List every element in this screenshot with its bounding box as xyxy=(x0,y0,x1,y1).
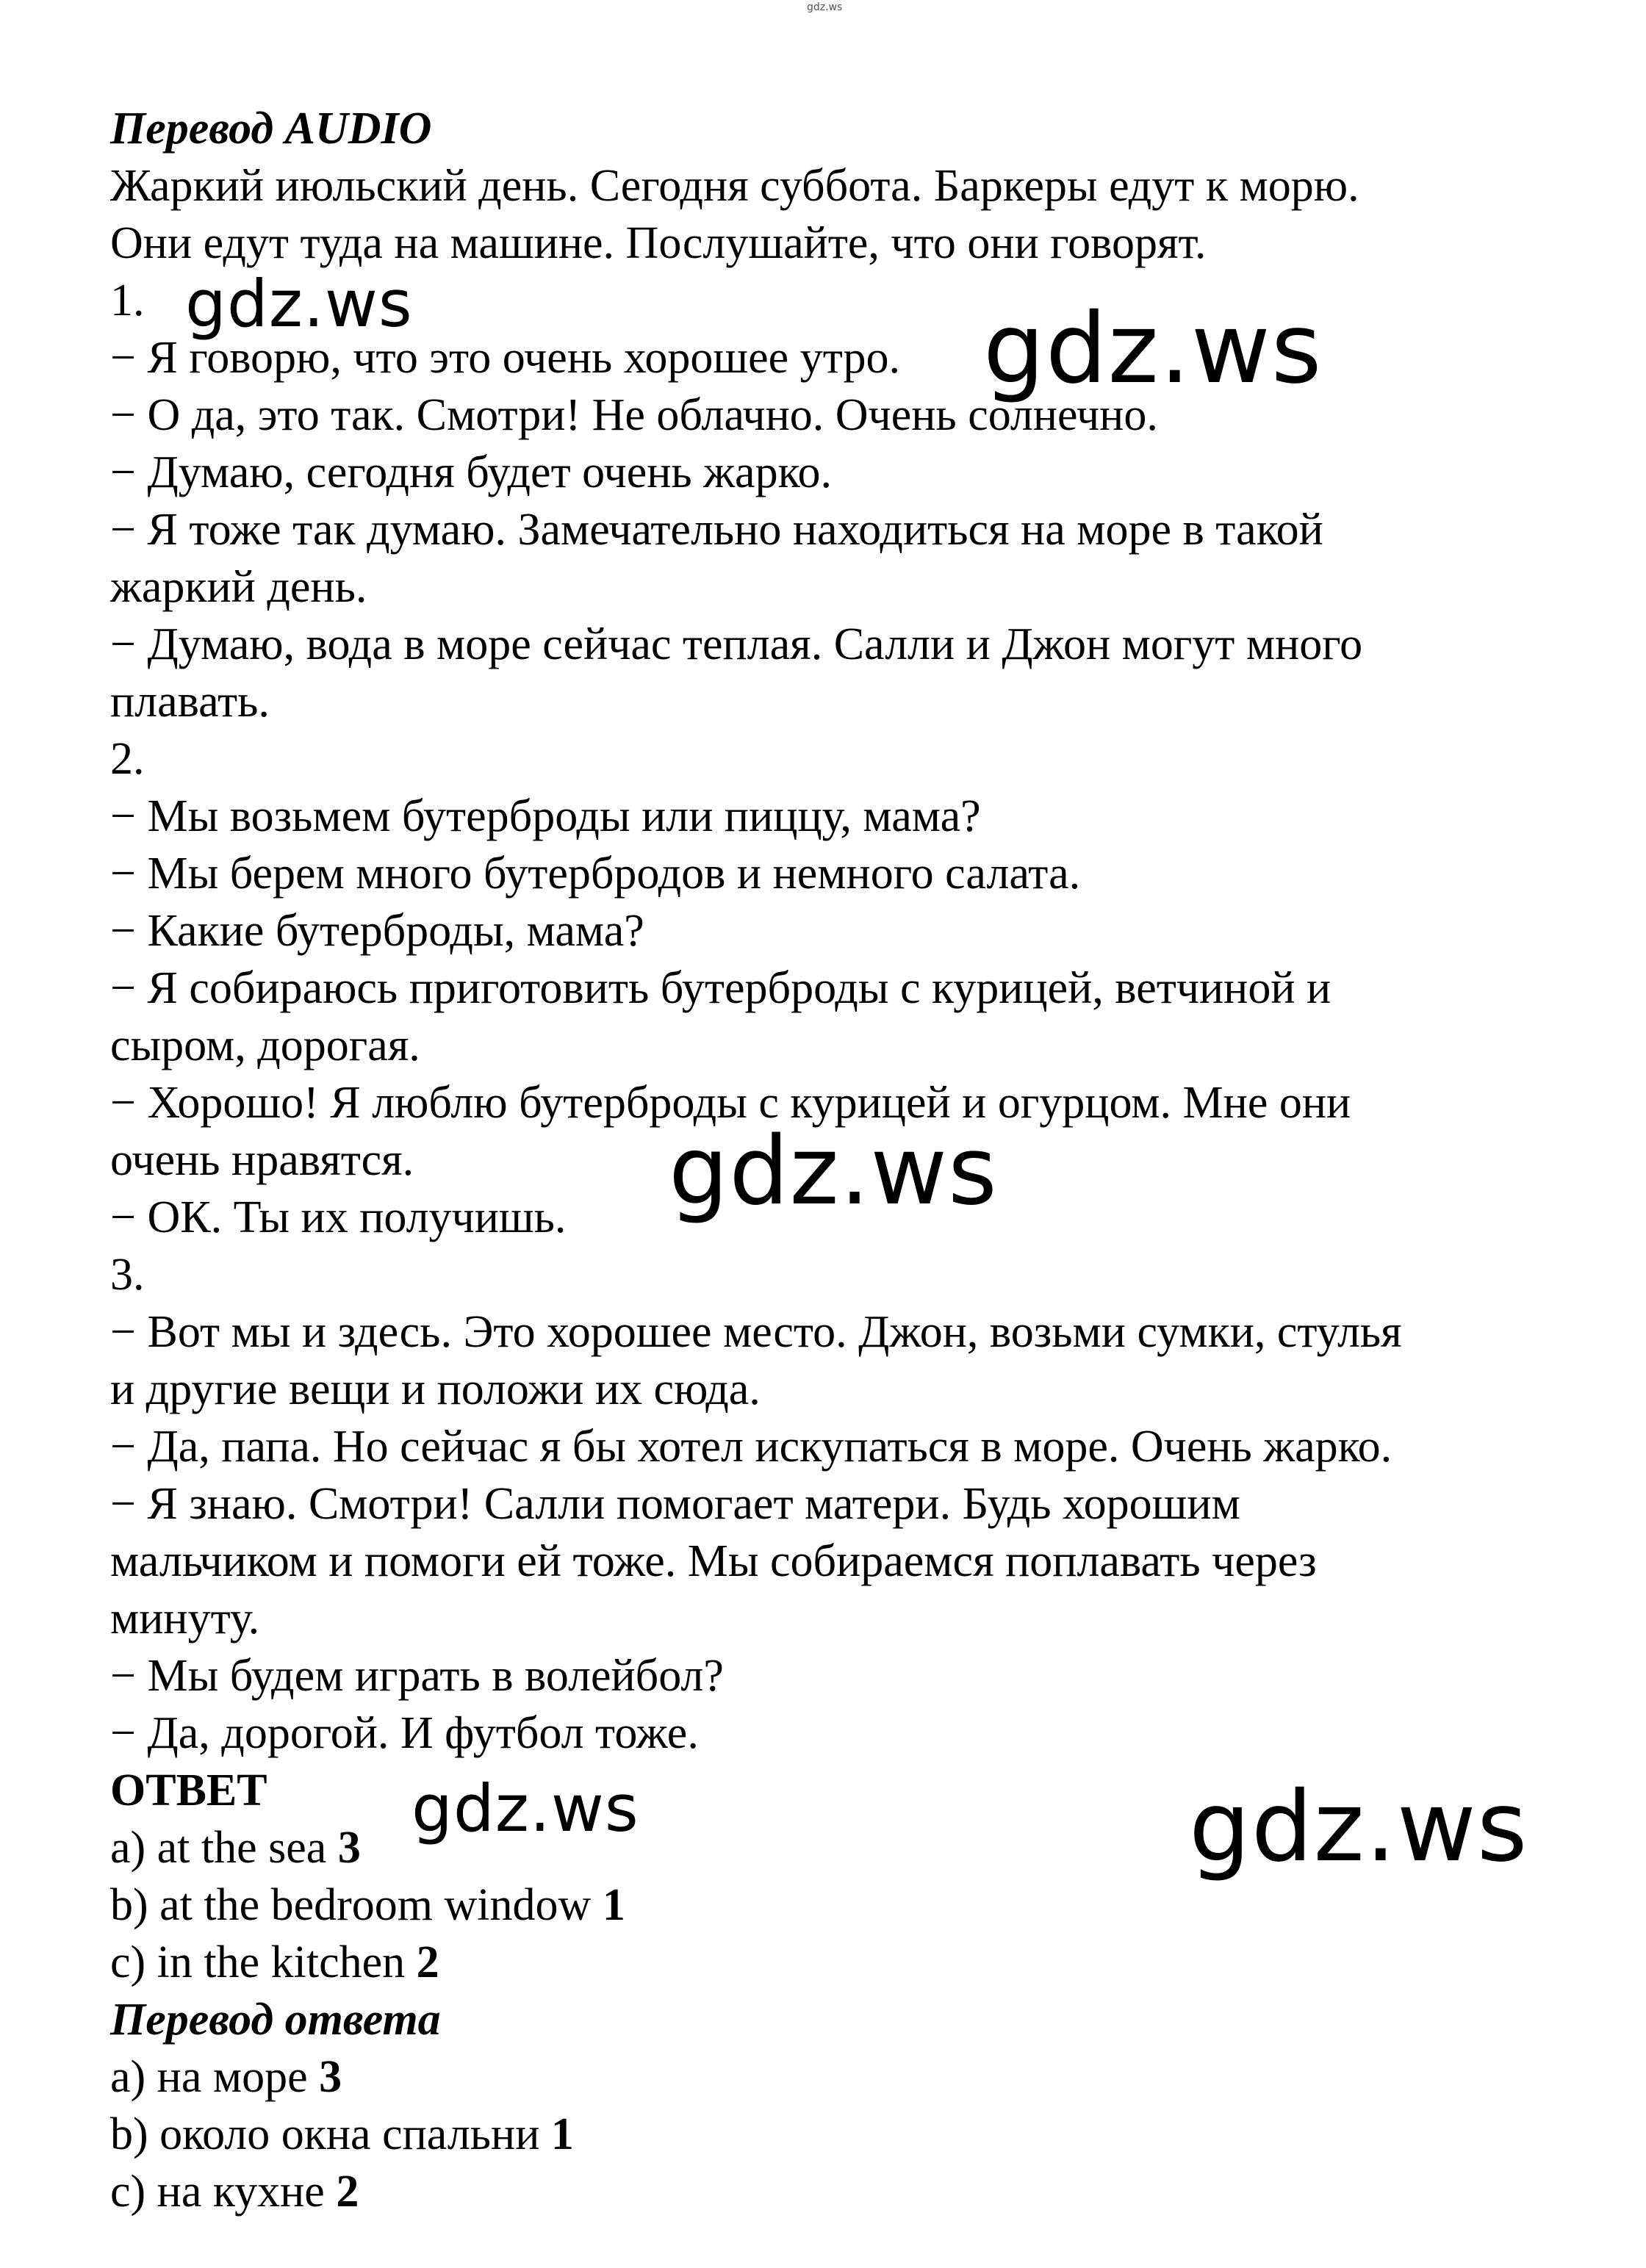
dialogue-line: − Да, папа. Но сейчас я бы хотел искупаться в море. Очень жарко. xyxy=(110,1422,1392,1472)
intro-line: Они едут туда на машине. Послушайте, что они говорят. xyxy=(110,218,1207,268)
watermark: gdz.ws xyxy=(412,1771,639,1846)
dialogue-line: − Да, дорогой. И футбол тоже. xyxy=(110,1708,699,1758)
dialogue-line: мальчиком и помоги ей тоже. Мы собираемся поплавать через xyxy=(110,1536,1317,1586)
answer-item: a) at the sea 3 xyxy=(110,1823,361,1873)
answer-item: b) at the bedroom window 1 xyxy=(110,1880,625,1930)
dialogue-line: − Думаю, вода в море сейчас теплая. Салли и Джон могут много xyxy=(110,619,1363,669)
translation-item: c) на кухне 2 xyxy=(110,2167,359,2217)
dialogue-line: − Я знаю. Смотри! Салли помогает матери. Будь хорошим xyxy=(110,1479,1240,1529)
intro-line: Жаркий июльский день. Сегодня суббота. Баркеры едут к морю. xyxy=(110,161,1359,211)
dialogue-line: − ОК. Ты их получишь. xyxy=(110,1192,567,1242)
dialogue-line: очень нравятся. xyxy=(110,1135,414,1185)
dialogue-line: − Мы будем играть в волейбол? xyxy=(110,1651,724,1701)
dialogue-line: − О да, это так. Смотри! Не облачно. Очень солнечно. xyxy=(110,390,1158,440)
translation-item: b) около окна спальни 1 xyxy=(110,2109,574,2159)
part-number: 3. xyxy=(110,1250,145,1300)
watermark: gdz.ws xyxy=(983,292,1323,406)
translation-heading: Перевод ответа xyxy=(110,1995,441,2045)
dialogue-line: − Мы возьмем бутерброды или пиццу, мама? xyxy=(110,791,981,841)
dialogue-line: и другие вещи и положи их сюда. xyxy=(110,1364,761,1414)
dialogue-line: − Я говорю, что это очень хорошее утро. xyxy=(110,333,901,383)
dialogue-line: − Мы берем много бутербродов и немного салата. xyxy=(110,849,1081,899)
dialogue-line: − Вот мы и здесь. Это хорошее место. Джон, возьми сумки, стулья xyxy=(110,1307,1402,1357)
watermark: gdz.ws xyxy=(669,1117,998,1226)
part-number: 2. xyxy=(110,734,145,784)
answer-heading: ОТВЕТ xyxy=(110,1765,267,1815)
dialogue-line: − Какие бутерброды, мама? xyxy=(110,906,644,956)
dialogue-line: жаркий день. xyxy=(110,562,367,612)
dialogue-line: − Хорошо! Я люблю бутерброды с курицей и огурцом. Мне они xyxy=(110,1078,1351,1128)
watermark: gdz.ws xyxy=(1189,1771,1528,1884)
dialogue-line: − Я собираюсь приготовить бутерброды с курицей, ветчиной и xyxy=(110,963,1331,1013)
part-number: 1. xyxy=(110,276,145,325)
heading: Перевод AUDIO xyxy=(110,104,432,154)
translation-item: a) на море 3 xyxy=(110,2052,342,2102)
dialogue-line: − Думаю, сегодня будет очень жарко. xyxy=(110,447,833,497)
dialogue-line: плавать. xyxy=(110,677,270,727)
answer-item: c) in the kitchen 2 xyxy=(110,1937,439,1987)
dialogue-line: − Я тоже так думаю. Замечательно находиться на море в такой xyxy=(110,505,1323,555)
dialogue-line: сыром, дорогая. xyxy=(110,1020,420,1070)
dialogue-line: минуту. xyxy=(110,1594,260,1644)
watermark: gdz.ws xyxy=(185,266,413,342)
top-watermark: gdz.ws xyxy=(807,1,843,13)
